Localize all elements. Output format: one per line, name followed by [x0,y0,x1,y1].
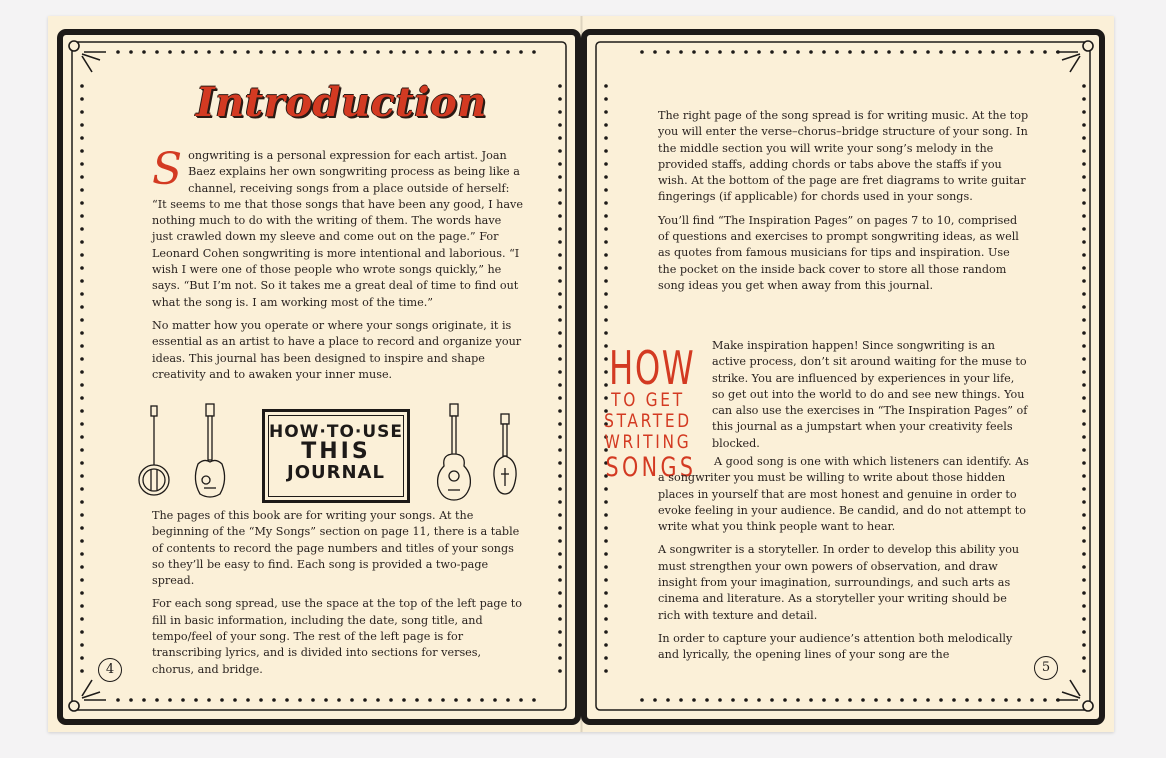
right-paragraph-3: Make inspiration happen! Since songwriting is an active process, don’t sit around waiting for the muse to strike. You are influenced by experiences in your life, so get out into the world to do and see new things. You can also use the exercises in “The Inspiration Pages” of this journal as a jumpstart when your creativity feels blocked. [712,339,1028,450]
how-to-use-paragraph-1: The pages of this book are for writing your songs. At the beginning of the “My Songs” section on page 11, there is a table of contents to record the page numbers and titles of your songs so they’ll be easy to find. Each song is provided a two-page spread. [152,509,520,588]
page-number-right: 5 [1034,656,1058,680]
right-paragraph-6: In order to capture your audience’s attention both melodically and lyrically, the opening lines of your song are the [658,631,1013,662]
badge-line-2: THIS [301,439,371,464]
banjo-icon [136,404,172,500]
badge-line-1: HOW·TO·USE [268,422,404,442]
how-to-use-text [152,508,524,685]
badge-line-3: JOURNAL [287,462,385,483]
how-to-use-paragraph-2: For each song spread, use the space at the top of the left page to fill in basic information, including the date, song title, and tempo/feel of your song. The rest of the left page is for transcribing lyrics, and is divided into sections for verses, chorus, and bridge. [152,597,522,676]
heading-line-1: HOW [609,341,696,395]
heading-line-2: TO GET [611,389,685,411]
page-number-left: 4 [98,658,122,682]
acoustic-guitar-icon [432,402,476,502]
how-to-use-badge [262,409,410,503]
book-spread [48,16,1114,732]
intro-paragraph [152,144,524,311]
heading-line-4: WRITING [604,431,692,453]
heading-line-5: SONGS [605,452,697,483]
right-paragraph-1: The right page of the song spread is for writing music. At the top you will enter the verse–chorus–bridge structure of your song. In the middle section you will write your song’s melody in the provided staffs, adding chords or tabs above the staffs if you wish. At the bottom of the page are fret diagrams to write guitar fingerings (if applicable) for chords used in your songs. [658,109,1029,204]
electric-guitar-icon [190,402,230,502]
right-paragraph-2: You’ll find “The Inspiration Pages” on pages 7 to 10, comprised of questions and exercises to prompt songwriting ideas, as well as quotes from famous musicians for tips and inspiration. Use the pocket on the inside back cover to store all those random song ideas you get when away from this journal. [658,213,1019,292]
heading-line-3: STARTED [604,410,692,432]
intro-paragraph-text: ongwriting is a personal expression for each artist. Joan Baez explains her own songwriting process as being like a channel, receiving songs from a place outside of herself: “It seems to me that those songs that have been any good, I have nothing much to do with the writing of them. The words have just crawled down my sleeve and come out on the page.” For Leonard Cohen songwriting is more intentional and laborious. “I wish I were one of those people who wrote songs quickly,” he says. “But I’m not. So it takes me a great deal of time to find out what the song is. I am working most of the time.” [152,149,523,309]
right-top-text [658,108,1030,301]
mandolin-icon [490,412,520,498]
page-title: Introduction [196,79,487,126]
drop-cap: S [152,144,183,195]
right-inspiration-text [712,338,1030,459]
intro-paragraph-2: No matter how you operate or where your songs originate, it is essential as an artist to have a place to record and organize your ideas. This journal has been designed to inspire and shape creativity and to awaken your inner muse. [152,318,522,381]
intro-text-block [152,144,524,390]
right-paragraph-4: A good song is one with which listeners can identify. As a songwriter you must be willing to write about those hidden places in yourself that are most honest and genuine in order to evoke feeling in your audience. Be candid, and do not attempt to write what you think people want to hear. [658,455,1029,534]
right-bottom-text [658,454,1030,671]
right-paragraph-5: A songwriter is a storyteller. In order to develop this ability you must strengthen your own powers of observation, and draw insight from your imagination, surroundings, and such arts as cinema and literature. As a storyteller your writing should be rich with texture and detail. [658,543,1020,622]
